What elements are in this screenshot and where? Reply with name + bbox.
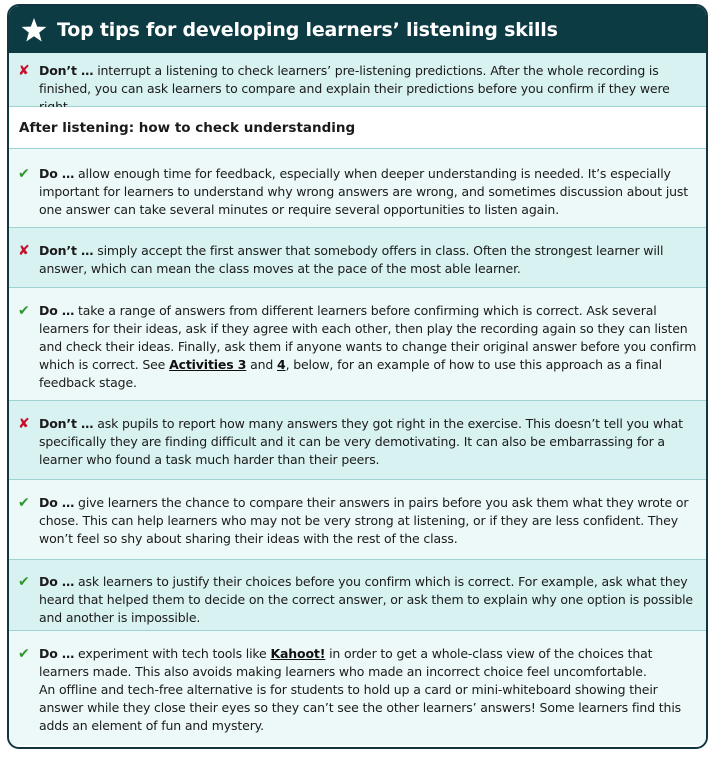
tip-text: Don’t … ask pupils to report how many answers they got right in the exercise. This doesn’t tell you what specifically they are finding difficult and it can be very demotivating. It can also be embarrassing for a learner who found a task much harder than their peers. [39, 416, 683, 468]
tip-do-allow-time [9, 149, 706, 228]
tip-dont-report-score [9, 401, 706, 480]
tip-text: Do … take a range of answers from different learners before confirming which is correct. Ask several learners for their ideas, ask if they agree with each other, then play the recording again so they can listen and check their ideas. Finally, ask them if anyone wants to change their original answer before you confirm which is correct. See Activities 3 and 4, below, for an example of how to use this approach as a final feedback stage. [39, 303, 697, 391]
cross-icon: ✘ [18, 63, 30, 79]
check-icon: ✔ [18, 646, 30, 662]
tip-text: Do … ask learners to justify their choices before you confirm which is correct. For example, ask what they heard that helped them to decide on the correct answer, or ask them to explain why one option is possible and another is impossible. [39, 574, 693, 626]
check-icon: ✔ [18, 303, 30, 319]
cross-icon: ✘ [18, 243, 30, 259]
check-icon: ✔ [18, 574, 30, 590]
tip-do-justify [9, 560, 706, 631]
star-icon [21, 17, 47, 43]
tip-text: Do … allow enough time for feedback, especially when deeper understanding is needed. It’s especially important for learners to understand why wrong answers are wrong, and sometimes discussion about just one answer can take several minutes or require several opportunities to listen again. [39, 166, 689, 218]
tip-dont-interrupt [9, 53, 706, 107]
tip-text: Do … experiment with tech tools like Kahoot! in order to get a whole-class view of the choices that learners made. This also avoids making learners who made an incorrect choice feel uncomfortable. An offline and tech-free alternative is for students to hold up a card or mini-whiteboard showing their answer while they close their eyes so they can’t see the other learners’ answers! Some learners find this adds an element of fun and mystery. [39, 646, 682, 734]
card-title: Top tips for developing learners’ listening skills [57, 18, 558, 41]
tip-text: Do … give learners the chance to compare their answers in pairs before you ask them what they wrote or chose. This can help learners who may not be very strong at listening, or if they are less confident. They won’t feel so shy about sharing their ideas with the rest of the class. [39, 495, 689, 547]
kahoot-link[interactable]: Kahoot! [270, 646, 326, 661]
cross-icon: ✘ [18, 416, 30, 432]
tip-do-tech-tools [9, 631, 706, 745]
tip-text: Don’t … interrupt a listening to check learners’ pre-listening predictions. After the whole recording is finished, you can ask learners to compare and explain their predictions before you confirm if they were [39, 63, 670, 97]
check-icon: ✔ [18, 495, 30, 511]
tip-do-range-answers [9, 288, 706, 401]
tip-text: Don’t … simply accept the first answer that somebody offers in class. Often the strongest learner will answer, which can mean the class moves at the pace of the most able learner. [39, 243, 664, 277]
section-heading [9, 107, 706, 149]
tips-card [7, 4, 708, 749]
activities-3-link[interactable]: Activities 3 [169, 357, 247, 373]
section-title: After listening: how to check understanding [19, 120, 356, 136]
tip-dont-accept-first [9, 228, 706, 288]
tip-do-compare-pairs [9, 480, 706, 560]
check-icon: ✔ [18, 166, 30, 182]
card-header [9, 6, 706, 53]
activity-4-link[interactable]: 4 [277, 357, 286, 373]
